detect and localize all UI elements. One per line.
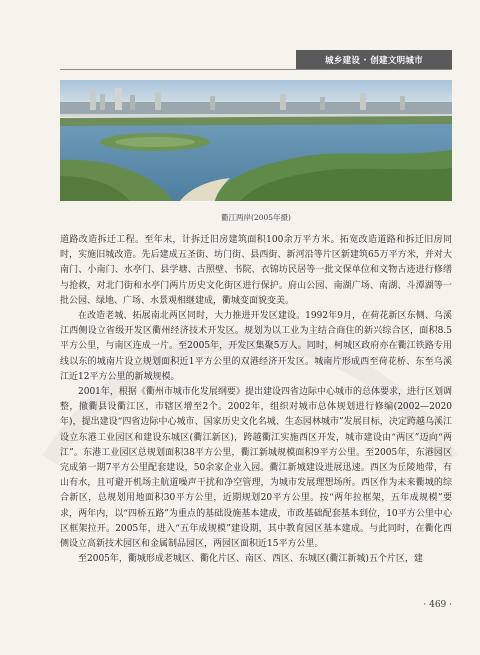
- paragraph: 至2005年，衢城形成老城区、衢化片区、南区、西区、东城区(衢江新城)五个片区，建: [78, 554, 423, 565]
- page-number: · 469 ·: [423, 600, 452, 610]
- paragraph: 在改造老城、拓展南北两区同时，大力推进开发区建设。1992年9月，在荷花新区东侧、乌溪江西侧设立省级开发区衢州经济技术开发区。规划为以工业为主结合商住的新兴综合区，面积8.5平方公里，与南区连成一片。至2005年，开发区集聚5万人。同时，柯城区政府亦在衢江铁路专用线以东的城南片设立规划面积近1平方公里的双港经济开发区。城南片形成西至荷花桥、东至乌溪江近12平方公里的新城规模。: [60, 311, 452, 382]
- section-title: 城乡建设 · 创建文明城市: [324, 55, 424, 66]
- aerial-photo-quzhou: [60, 80, 452, 201]
- paragraph: 2001年，根据《衢州市城市化发展纲要》提出建设四省边际中心城市的总体要求，进行区划调整，撤衢县设衢江区，市辖区增至2个。2002年，组织对城市总体规划进行修编(2002—2020年)，提出建设“四省边际中心城市、国家历史文化名城、生态园林城市”发展目标，决定跨越乌溪江设立东港工业园区和建设东城区(衢江新区)，跨越衢江实施西区开发，城市建设由“两区”迈向“两江”。东港工业园区总规划面积38平方公里，衢江新城规模面积9平方公里。至2005年，东港园区完成第一期7平方公里配套建设，50余家企业入园。衢江新城建设进展迅速。西区为丘陵地带，有山有水，且可避开机场主航道噪声干扰和净空管理，为城市发展理想场所。西区作为未来衢城的综合新区，总规划用地面积30平方公里，近期规划20平方公里。按“两年拉框架，五年成规模”要求，两年内，以“四桥五路”为重点的基础设施基本建成，市政基础配套基本到位，10平方公里中心区框架拉开。2005年，进入“五年成规模”建设期，其中教育园区基本建成。与此同时，在衢化西侧设立高新技术园区和金属制品园区，两园区面积近15平方公里。: [60, 387, 452, 550]
- article-body: [60, 233, 452, 567]
- photo-caption: 衢江两岸(2005年摄): [221, 213, 291, 222]
- header-divider: [60, 69, 452, 70]
- section-title-bar: [296, 50, 452, 69]
- paragraph: 道路改造拆迁工程。至年末，计拆迁旧房建筑面积100余万平方米。拓宽改造道路和拆迁旧房同时，实施旧城改造。先后建成五圣街、坊门街、县西街、新河沿等片区新建筑65万平方米，并对大南门、小南门、水亭门、县学塘、古照壁、书院、衣锦坊民居等一批文保单位和文物古迹进行修缮与抢救，对北门街和水亭门两片历史文化街区进行保护。府山公园、南湖广场、南湖、斗潭湖等一批公园、绿地、广场、水景观相继建成，衢城变面貌变美。: [60, 235, 452, 306]
